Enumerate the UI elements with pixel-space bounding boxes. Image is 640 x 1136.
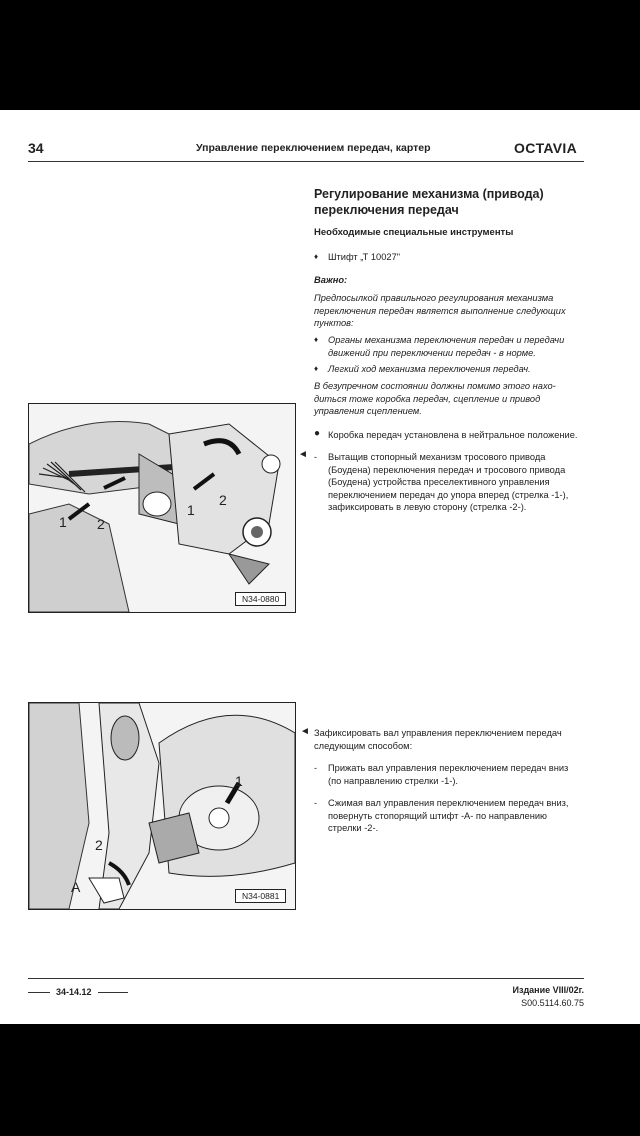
gearbox-neutral-item <box>314 429 586 442</box>
bullet-text <box>314 334 586 359</box>
callout-2: 2 <box>219 492 227 508</box>
sub-step-line: Сжимая вал управления переключением передач вниз, <box>328 798 569 808</box>
figure-n34-0881 <box>28 702 296 910</box>
footer-dash <box>98 992 128 993</box>
sub-step-1 <box>314 762 586 787</box>
section-title <box>314 186 584 218</box>
shift-shaft-illustration <box>29 703 295 909</box>
step-1-text <box>314 451 586 514</box>
condition-line: В безупречном состоянии должны помимо этого нахо- <box>314 381 556 391</box>
callout-1: 1 <box>187 502 195 518</box>
sub-step-line: (по направлению стрелки -1-). <box>328 775 459 786</box>
sub-step-line: повернуть стопорящий штифт -А- по направлению <box>328 810 548 821</box>
sub-step-line: стрелки -2-. <box>328 823 379 834</box>
bullet-item <box>314 334 586 359</box>
bullet-text: Легкий ход механизма переключения передач. <box>328 364 531 374</box>
step-1 <box>314 451 586 514</box>
tool-item-text: Штифт „Т 10027" <box>328 252 401 262</box>
condition-line: управления сцеплением. <box>314 406 422 417</box>
step-line: Вытащив стопорный механизм тросового привода <box>328 452 546 462</box>
callout-1: 1 <box>235 773 243 789</box>
diamond-bullet-icon: ♦ <box>314 252 319 261</box>
gear-linkage-illustration <box>29 404 295 612</box>
gearbox-neutral-text: Коробка передач установлена в нейтральное положение. <box>328 430 578 440</box>
callout-2: 2 <box>95 837 103 853</box>
important-line: переключения передач является выполнение следующих <box>314 305 566 316</box>
dash-bullet: - <box>314 452 317 462</box>
dot-bullet-icon: ● <box>314 428 321 439</box>
dash-bullet: - <box>314 798 317 808</box>
important-label: Важно: <box>314 275 348 285</box>
fix-line: следующим способом: <box>314 740 413 751</box>
step-line: переключением передач до упора вперед (стрелка -1-), <box>328 489 569 500</box>
page-header-title: Управление переключением передач, картер <box>196 142 431 154</box>
footer-section-code <box>28 987 128 997</box>
callout-1: 1 <box>59 514 67 530</box>
footer-code-text: 34-14.12 <box>56 987 92 997</box>
figure-pointer-icon: ◄ <box>298 449 308 460</box>
brand-name: OCTAVIA <box>514 140 578 156</box>
sub-step-2 <box>314 797 586 835</box>
section-title-line-2: переключения передач <box>314 203 459 217</box>
page-number: 34 <box>28 140 44 156</box>
important-text <box>314 292 586 330</box>
dash-bullet: - <box>314 763 317 773</box>
sub-step-1-text <box>314 762 586 787</box>
footer-divider <box>28 978 584 979</box>
step-line: (Боудена) переключения передач и тросового привода <box>328 464 566 475</box>
important-line: Предпосылкой правильного регулирования механизма <box>314 293 554 303</box>
figure-label: N34-0881 <box>235 889 286 903</box>
step-line: (Боудена) устройства преселективного управления <box>328 477 550 488</box>
callout-a: A <box>71 879 81 895</box>
figure-pointer-icon: ◄ <box>300 726 310 737</box>
condition-text <box>314 380 586 418</box>
bullet-line: движений при переключении передач - в норме. <box>328 347 536 358</box>
tools-heading: Необходимые специальные инструменты <box>314 227 514 238</box>
bullet-item <box>314 363 586 376</box>
document-page <box>0 110 640 1024</box>
header-divider <box>28 161 584 162</box>
footer-edition: Издание VIII/02г. <box>512 985 584 995</box>
section-title-line-1: Регулирование механизма (привода) <box>314 187 544 201</box>
footer-dash <box>28 992 50 993</box>
condition-line: диться тоже коробка передач, сцепление и привод <box>314 393 541 404</box>
sub-step-line: Прижать вал управления переключением передач вниз <box>328 763 569 773</box>
tool-item <box>314 251 586 264</box>
bullet-line: Органы механизма переключения передач и передачи <box>328 335 565 345</box>
fix-line: Зафиксировать вал управления переключением передач <box>314 728 562 738</box>
fix-instruction <box>314 727 586 752</box>
important-line: пунктов: <box>314 318 354 329</box>
sub-step-2-text <box>314 797 586 835</box>
diamond-bullet-icon: ♦ <box>314 335 319 344</box>
step-line: зафиксировать в левую сторону (стрелка -2-). <box>328 502 527 513</box>
figure-label: N34-0880 <box>235 592 286 606</box>
footer-doc-number: S00.5114.60.75 <box>521 998 584 1008</box>
figure-n34-0880 <box>28 403 296 613</box>
diamond-bullet-icon: ♦ <box>314 364 319 373</box>
callout-2: 2 <box>97 516 105 532</box>
